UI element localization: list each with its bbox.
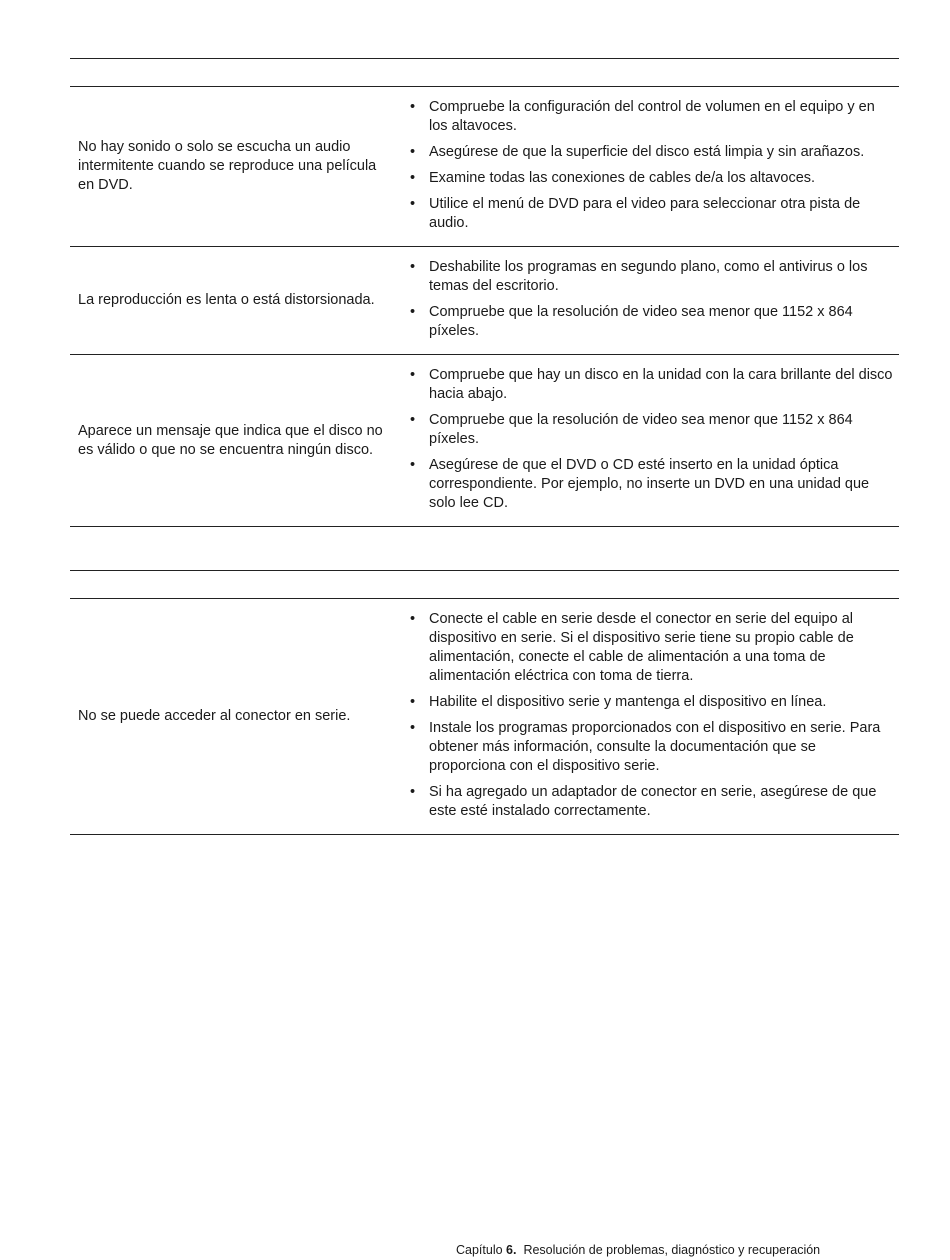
solution-item bbox=[400, 366, 899, 404]
bullet-icon: • bbox=[410, 99, 416, 115]
solution-item bbox=[400, 169, 899, 188]
dvd-troubleshooting-table bbox=[70, 58, 899, 527]
bullet-icon: • bbox=[410, 259, 416, 275]
footer-chapter-number: 6. bbox=[506, 1243, 517, 1257]
problem-cell: No hay sonido o solo se escucha un audio intermitente cuando se reproduce una película en DVD. bbox=[78, 139, 377, 193]
bullet-icon: • bbox=[410, 611, 416, 627]
solution-text: Habilite el dispositivo serie y mantenga el dispositivo en línea. bbox=[429, 694, 827, 710]
footer-chapter-title: Resolución de problemas, diagnóstico y recuperación bbox=[523, 1243, 821, 1257]
solution-item bbox=[400, 411, 899, 449]
solution-text: Deshabilite los programas en segundo plano, como el antivirus o los temas del escritorio. bbox=[429, 259, 868, 294]
solution-text: Conecte el cable en serie desde el conector en serie del equipo al dispositivo en serie. Si el dispositivo serie tiene su propio cable de alimentación, conecte el cable de alimentación a una toma de alimentación eléctrica con toma de tierra. bbox=[429, 611, 854, 684]
solution-text: Compruebe que la resolución de video sea menor que 1152 x 864 píxeles. bbox=[429, 412, 853, 447]
table-row bbox=[70, 599, 899, 835]
solution-item bbox=[400, 258, 899, 296]
solution-cell bbox=[400, 599, 899, 834]
table-row bbox=[70, 87, 899, 247]
solution-cell bbox=[400, 247, 899, 354]
solution-list bbox=[400, 258, 899, 341]
bullet-icon: • bbox=[410, 457, 416, 473]
table-header-row bbox=[70, 571, 899, 598]
solution-item bbox=[400, 303, 899, 341]
footer-chapter-label: Capítulo bbox=[456, 1243, 503, 1257]
solution-text: Si ha agregado un adaptador de conector en serie, asegúrese de que este esté instalado correctamente. bbox=[429, 784, 877, 819]
bullet-icon: • bbox=[410, 720, 416, 736]
table-body bbox=[70, 87, 899, 527]
solution-cell bbox=[400, 87, 899, 246]
solution-text: Compruebe que hay un disco en la unidad con la cara brillante del disco hacia abajo. bbox=[429, 367, 893, 402]
table-row bbox=[70, 355, 899, 527]
solution-item bbox=[400, 456, 899, 513]
solution-text: Examine todas las conexiones de cables de/a los altavoces. bbox=[429, 170, 816, 186]
problem-cell: La reproducción es lenta o está distorsionada. bbox=[78, 292, 375, 308]
solution-text: Compruebe la configuración del control de volumen en el equipo y en los altavoces. bbox=[429, 99, 875, 134]
problem-cell: Aparece un mensaje que indica que el disco no es válido o que no se encuentra ningún disco. bbox=[78, 422, 383, 458]
bullet-icon: • bbox=[410, 304, 416, 320]
table-header-row bbox=[70, 59, 899, 86]
bullet-icon: • bbox=[410, 196, 416, 212]
solution-item bbox=[400, 195, 899, 233]
bullet-icon: • bbox=[410, 694, 416, 710]
solution-item bbox=[400, 693, 899, 712]
solution-text: Instale los programas proporcionados con el dispositivo en serie. Para obtener más información, consulte la documentación que se proporciona con el dispositivo serie. bbox=[429, 720, 881, 774]
solution-item bbox=[400, 610, 899, 686]
table-body bbox=[70, 599, 899, 835]
table-row bbox=[70, 247, 899, 355]
bullet-icon: • bbox=[410, 784, 416, 800]
bullet-icon: • bbox=[410, 367, 416, 383]
solution-text: Utilice el menú de DVD para el video para seleccionar otra pista de audio. bbox=[429, 196, 861, 231]
solution-item bbox=[400, 719, 899, 776]
problem-cell: No se puede acceder al conector en serie. bbox=[78, 708, 351, 724]
page-footer bbox=[456, 1241, 820, 1260]
solution-text: Compruebe que la resolución de video sea menor que 1152 x 864 píxeles. bbox=[429, 304, 853, 339]
solution-text: Asegúrese de que la superficie del disco está limpia y sin arañazos. bbox=[429, 144, 865, 160]
bullet-icon: • bbox=[410, 412, 416, 428]
solution-item bbox=[400, 98, 899, 136]
solution-item bbox=[400, 143, 899, 162]
solution-cell bbox=[400, 355, 899, 526]
serial-connector-troubleshooting-table bbox=[70, 570, 899, 835]
solution-text: Asegúrese de que el DVD o CD esté inserto en la unidad óptica correspondiente. Por ejemplo, no inserte un DVD en una unidad que solo lee CD. bbox=[429, 457, 870, 511]
bullet-icon: • bbox=[410, 170, 416, 186]
solution-list bbox=[400, 610, 899, 821]
solution-list bbox=[400, 98, 899, 233]
bullet-icon: • bbox=[410, 144, 416, 160]
solution-list bbox=[400, 366, 899, 513]
solution-item bbox=[400, 783, 899, 821]
